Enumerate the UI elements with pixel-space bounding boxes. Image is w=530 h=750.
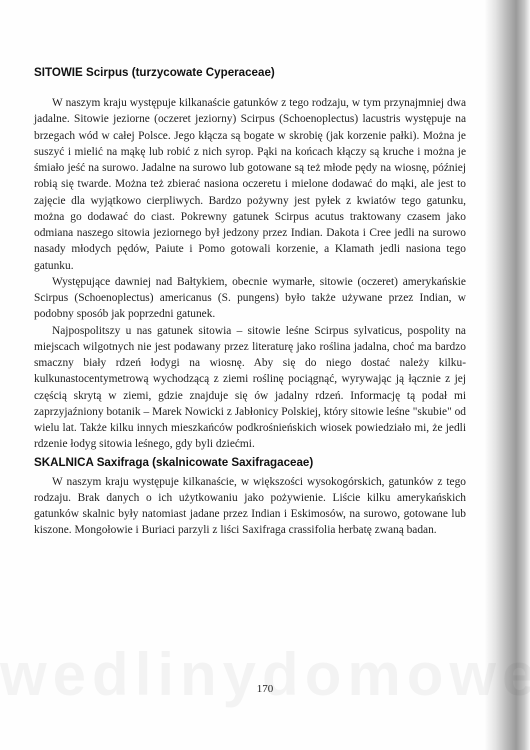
book-spine-shadow bbox=[484, 0, 530, 750]
paragraph-skalnica-1: W naszym kraju występuje kilkanaście, w większości wysokogórskich, gatunków z tego rodzaju. Brak danych o ich użytkowaniu jako pożywienie. Liście kilku amerykańskich gatunków skalnic były natomiast jadane przez Indian i Eskimosów, na surowo, gotowane lub kiszone. Mongołowie i Buriaci parzyli z liści Saxifraga crassifolia herbatę zwaną badan. bbox=[34, 475, 466, 537]
paragraph-sitowie-1: W naszym kraju występuje kilkanaście gatunków z tego rodzaju, w tym przynajmniej dwa jadalne. Sitowie jeziorne (oczeret jeziorny) Scirpus (Schoenoplectus) lacustris występuje na brzegach wód w całej Polsce. Jego kłącza są bogate w skrobię (jak korzenie pałki). Można je suszyć i mielić na mąkę lub robić z nich syrop. Pąki na końcach kłączy są kruche i można je śmiało jeść na surowo. Jadalne na surowo lub gotowane są też młode pędy na wiosnę, później robią się twarde. Można też zbierać nasiona oczeretu i mielone dodawać do mąki, ale jest to zajęcie dla wyjątkowo cierpliwych. Bardzo pożywny jest pyłek z kwiatów tego gatunku, można go dodawać do ciast. Pokrewny gatunek Scirpus acutus traktowany czasem jako odmiana naszego sitowia jeziornego był jedzony przez Indian. Dakota i Cree jedli na surowo nasady młodych pędów, Paiute i Pomo gotowali korzenie, a Klamath jedli nasiona tego gatunku. bbox=[34, 97, 466, 272]
paragraph-sitowie-2: Występujące dawniej nad Bałtykiem, obecnie wymarłe, sitowie (oczeret) amerykańskie Scirpus (Schoenoplectus) americanus (S. pungens) było także używane przez Indian, w podobny sposób jak poprzedni gatunek. bbox=[34, 275, 466, 321]
section-heading-sitowie: SITOWIE Scirpus (turzycowate Cyperaceae) bbox=[34, 66, 275, 79]
watermark-text bbox=[0, 640, 530, 709]
page-number: 170 bbox=[256, 683, 274, 695]
paragraph-sitowie-3: Najpospolitszy u nas gatunek sitowia – sitowie leśne Scirpus sylvaticus, pospolity na miejscach wilgotnych nie jest podawany przez literaturę jako roślina jadalna, choć ma bardzo smaczny biały rdzeń łodygi na wiosnę. Aby się do niego dostać należy kilku-kulkunastocentymetrową wychodzącą z ziemi roślinę pociągnąć, wyrywając ją łącznie z jej częścią skrytą w ziemi, gdzie znajduje się ów jadalny rdzeń. Informację tą podał mi zaprzyjaźniony botanik – Marek Nowicki z Jabłonicy Polskiej, który sitowie leśne "skubie" od wielu lat. Także kilku innych mieszkańców podkrośnieńskich wiosek powiedziało mi, że jedli rdzenie łodyg sitowia leśnego, gdy byli dziećmi. bbox=[34, 324, 466, 451]
section-heading-skalnica: SKALNICA Saxifraga (skalnicowate Saxifragaceae) bbox=[34, 455, 314, 469]
page-content bbox=[34, 65, 466, 539]
